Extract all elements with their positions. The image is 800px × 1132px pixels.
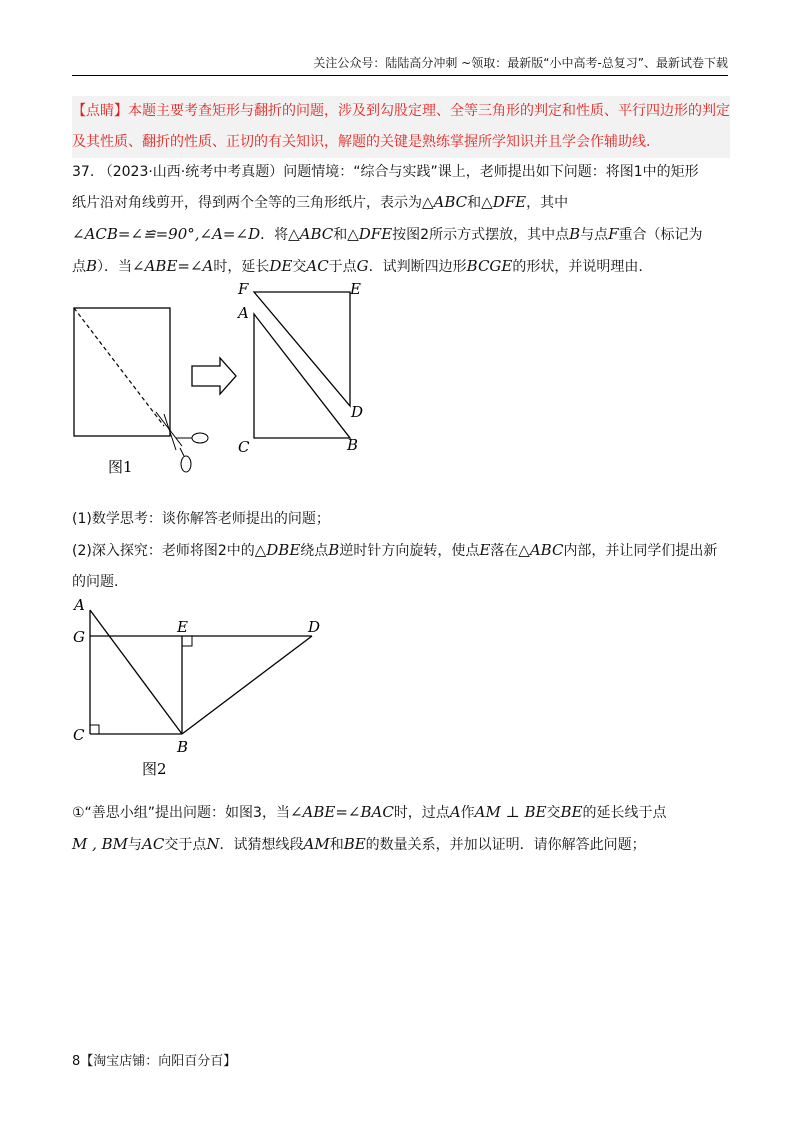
- problem-text-4c: 时，延长: [213, 259, 270, 275]
- q3-be: BE: [343, 835, 366, 853]
- question-2: [72, 534, 732, 568]
- arrow-right-icon: [192, 358, 236, 394]
- q3-point-a: A: [449, 803, 461, 821]
- fig2-label-b: B: [177, 738, 189, 756]
- tip-text: 本题主要考查矩形与翻折的问题，涉及到勾股定理、全等三角形的判定和性质、平行四边形的判定及其性质、翻折的性质、正切的有关知识，解题的关键是熟练掌握所学知识并且学会作辅助线.: [72, 103, 730, 150]
- problem-text-4e: 于点: [328, 259, 357, 275]
- q3-text-d: 交: [546, 805, 561, 821]
- tip-box: [72, 96, 730, 158]
- quadrilateral-bcge: BCGE: [466, 257, 513, 275]
- fig2-label-c: C: [73, 726, 85, 744]
- fig1-dashed-diagonal: [74, 308, 164, 426]
- problem-text-3d: 与点: [580, 227, 609, 243]
- fig1-label-a: A: [238, 304, 249, 322]
- fig2-segment-ab: [90, 610, 182, 734]
- q2-text-a: (2)深入探究：老师将图2中的: [72, 543, 255, 559]
- q3-text-b: 时，过点: [393, 805, 450, 821]
- problem-text-2a: 纸片沿对角线剪开，得到两个全等的三角形纸片，表示为: [72, 195, 422, 211]
- q3-angle: ∠ABE=∠BAC: [289, 803, 394, 821]
- q3-text-a: ①“善思小组”提出问题：如图3，当: [72, 805, 290, 821]
- segment-ac: AC: [306, 257, 329, 275]
- q3-text-f: 与: [128, 837, 143, 853]
- angle-equation: ∠ACB=∠≌=90°,∠A=∠D: [72, 225, 261, 243]
- tri-abc: △ABC: [422, 193, 468, 211]
- q3-seg-be: BE: [560, 803, 583, 821]
- problem-line-2: [72, 186, 732, 220]
- angle-abe-a: ∠ABE=∠A: [132, 257, 214, 275]
- problem-text-4g: 的形状，并说明理由.: [512, 259, 643, 275]
- question-1: (1)数学思考：谈你解答老师提出的问题；: [72, 511, 330, 527]
- problem-source: （2023·山西·统考中考真题）: [98, 164, 284, 180]
- point-g: G: [356, 257, 369, 275]
- problem-text-3e: 重合（标记为: [618, 227, 703, 243]
- tri-dfe: △DFE: [481, 193, 527, 211]
- fig2-right-angle-e: [182, 636, 192, 646]
- point-b: B: [569, 225, 581, 243]
- q3-text-j: 的数量关系，并加以证明．请你解答此问题；: [365, 837, 646, 853]
- tri-abc-2: △ABC: [288, 225, 334, 243]
- problem-line-1: [72, 156, 732, 189]
- q2-text-e: 内部，并让同学们提出新: [563, 543, 718, 559]
- page-header: 关注公众号：陆陆高分冲刺 ~领取：最新版“小中高考-总复习”、最新试卷下载: [72, 54, 728, 76]
- q3-text-i: 和: [329, 837, 344, 853]
- tri-dfe-2: △DFE: [347, 225, 393, 243]
- fig2-caption: 图2: [142, 760, 167, 778]
- problem-text-4f: ．试判断四边形: [368, 259, 467, 275]
- fig2-right-angle-c: [90, 725, 99, 734]
- point-f: F: [608, 225, 619, 243]
- point-b-2: B: [86, 257, 98, 275]
- fig2-label-g: G: [73, 628, 85, 646]
- fig1-triangle-fde: [254, 292, 350, 406]
- fig1-triangle-acb: [254, 314, 350, 438]
- fig1-label-c: C: [238, 438, 250, 456]
- fig1-label-b: B: [347, 436, 359, 454]
- fig1-label-e: E: [350, 280, 361, 298]
- q3-ac: AC: [142, 835, 165, 853]
- fig2-label-e: E: [177, 618, 188, 636]
- question-3-line-2: [72, 828, 732, 862]
- figure-2: [60, 594, 340, 780]
- segment-de: DE: [269, 257, 293, 275]
- scissors-icon: [156, 412, 208, 472]
- figure-1: [60, 278, 380, 478]
- problem-text-4a: 点: [72, 259, 86, 275]
- problem-text-3c: 按图2所示方式摆放，其中点: [392, 227, 570, 243]
- fig2-label-d: D: [308, 618, 321, 636]
- problem-text-3a: ．将: [260, 227, 289, 243]
- problem-number: 37.: [72, 164, 95, 180]
- fig1-label-f: F: [238, 280, 249, 298]
- q3-m-bm: M , BM: [72, 835, 129, 853]
- question-2-cont: 的问题.: [72, 574, 119, 590]
- problem-text-4d: 交: [292, 259, 307, 275]
- q3-n: N: [206, 835, 220, 853]
- q2-text-b: 绕点: [300, 543, 329, 559]
- problem-text-2b: 和: [467, 195, 482, 211]
- q3-text-c: 作: [460, 805, 475, 821]
- q3-am: AM: [303, 835, 330, 853]
- page-footer: 8【淘宝店铺：向阳百分百】: [72, 1054, 237, 1069]
- fig1-caption: 图1: [108, 458, 133, 476]
- q2-text-c: 逆时针方向旋转，使点: [339, 543, 480, 559]
- problem-text-4b: ）．当: [97, 259, 133, 275]
- question-3-line-1: [72, 796, 732, 830]
- q2-text-d: 落在: [490, 543, 519, 559]
- problem-text-1: 问题情境：“综合与实践”课上，老师提出如下问题：将图1中的矩形: [283, 164, 699, 180]
- tri-dbe: △DBE: [254, 541, 301, 559]
- fig2-label-a: A: [74, 596, 85, 614]
- problem-line-3: [72, 218, 732, 252]
- q3-text-e: 的延长线于点: [582, 805, 667, 821]
- q2-tri-abc: △ABC: [518, 541, 564, 559]
- q3-text-h: ．试猜想线段: [219, 837, 304, 853]
- q2-point-e: E: [479, 541, 491, 559]
- tip-prefix: 【点睛】: [72, 103, 128, 119]
- problem-text-3b: 和: [333, 227, 348, 243]
- q3-perp: AM ⊥ BE: [474, 803, 547, 821]
- q3-text-g: 交于点: [164, 837, 207, 853]
- problem-text-2c: ，其中: [526, 195, 569, 211]
- fig1-label-d: D: [351, 403, 364, 421]
- q2-point-b: B: [328, 541, 340, 559]
- fig2-segment-bd: [182, 636, 312, 734]
